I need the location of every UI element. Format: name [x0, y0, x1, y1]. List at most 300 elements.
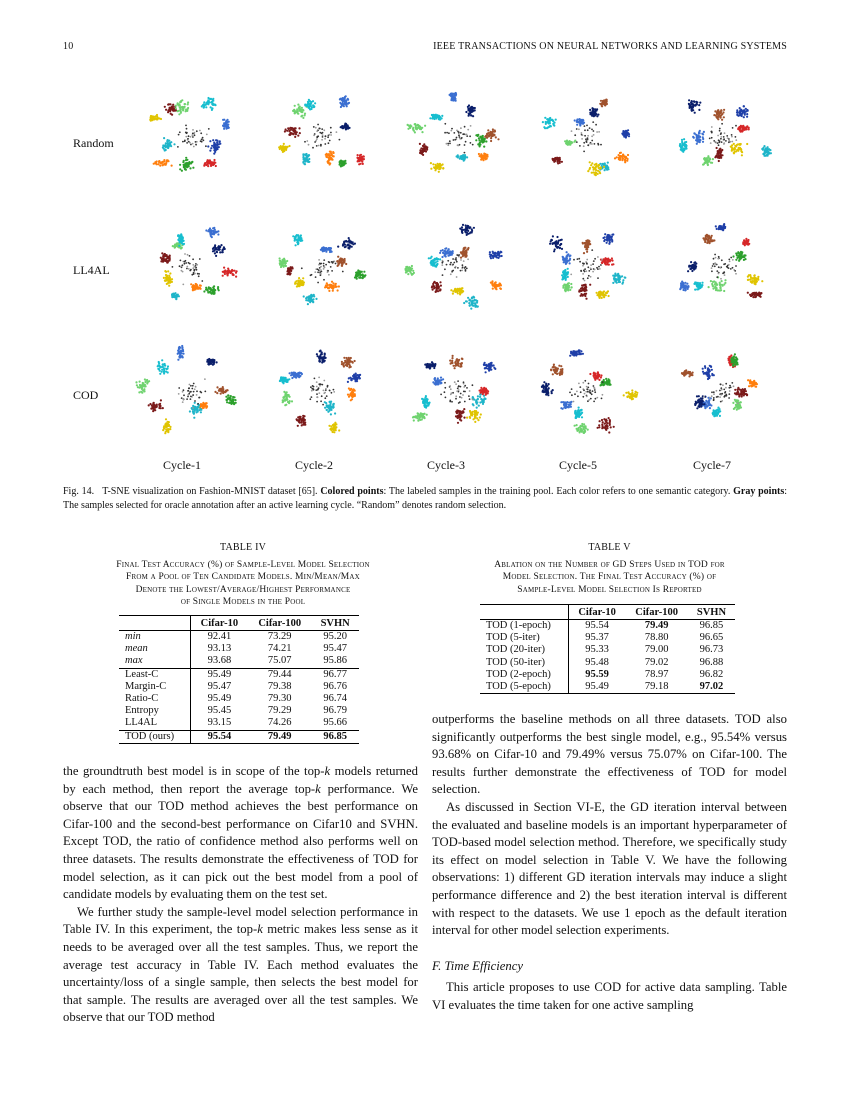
selected-point	[581, 132, 583, 134]
data-point	[599, 297, 601, 299]
data-point	[607, 290, 609, 292]
data-point	[184, 106, 186, 108]
data-point	[464, 247, 466, 249]
tsne-figure	[60, 82, 790, 482]
journal-title: IEEE TRANSACTIONS ON NEURAL NETWORKS AND LEARNING SYSTEMS	[433, 41, 787, 52]
data-point	[712, 281, 714, 283]
data-point	[170, 113, 172, 115]
selected-point	[587, 129, 589, 131]
data-point	[297, 135, 299, 137]
data-point	[409, 127, 411, 129]
data-point	[204, 162, 206, 164]
data-point	[470, 308, 472, 310]
data-point	[226, 399, 228, 401]
data-point	[189, 167, 191, 169]
data-point	[434, 281, 436, 283]
data-point	[222, 275, 224, 277]
data-point	[464, 154, 466, 156]
data-point	[360, 154, 362, 156]
selected-point	[719, 128, 721, 130]
data-point	[327, 411, 329, 413]
data-point	[699, 130, 701, 132]
selected-point	[190, 385, 192, 387]
selected-point	[460, 270, 462, 272]
data-point	[591, 115, 593, 117]
data-point	[614, 278, 616, 280]
data-point	[746, 113, 748, 115]
data-point	[549, 243, 551, 245]
data-point	[681, 139, 683, 141]
data-point	[492, 128, 494, 130]
data-point	[566, 289, 568, 291]
selected-point	[308, 144, 310, 146]
data-point	[282, 261, 284, 263]
selected-point	[186, 132, 188, 134]
data-point	[302, 155, 304, 157]
data-point	[718, 160, 720, 162]
data-point	[705, 238, 707, 240]
selected-point	[206, 134, 208, 136]
data-point	[704, 157, 706, 159]
data-point	[347, 99, 349, 101]
data-point	[235, 276, 237, 278]
data-point	[333, 429, 335, 431]
selected-point	[178, 387, 180, 389]
data-point	[218, 249, 220, 251]
data-point	[166, 283, 168, 285]
data-point	[494, 130, 496, 132]
selected-point	[584, 129, 586, 131]
data-point	[214, 246, 216, 248]
selected-point	[196, 130, 198, 132]
data-point	[212, 98, 214, 100]
data-point	[558, 240, 560, 242]
data-point	[223, 270, 225, 272]
selected-point	[594, 269, 596, 271]
data-point	[304, 163, 306, 165]
data-point	[162, 364, 164, 366]
data-point	[191, 286, 193, 288]
data-point	[553, 124, 555, 126]
data-point	[619, 159, 621, 161]
data-point	[279, 148, 281, 150]
selected-point	[456, 130, 458, 132]
selected-point	[184, 140, 186, 142]
data-point	[162, 407, 164, 409]
data-point	[307, 161, 309, 163]
selected-point	[714, 262, 716, 264]
selected-point	[728, 259, 730, 261]
data-point	[165, 278, 167, 280]
data-point	[708, 160, 710, 162]
data-point	[236, 270, 238, 272]
data-point	[152, 406, 154, 408]
data-point	[230, 395, 232, 397]
tsne-panel	[149, 97, 230, 172]
data-point	[203, 101, 205, 103]
selected-point	[331, 270, 333, 272]
data-point	[154, 405, 156, 407]
data-point	[338, 429, 340, 431]
data-point	[291, 377, 293, 379]
selected-point	[325, 135, 327, 137]
data-point	[149, 119, 151, 121]
data-point	[178, 113, 180, 115]
data-point	[168, 258, 170, 260]
data-point	[692, 107, 694, 109]
data-point	[496, 256, 498, 258]
data-point	[716, 147, 718, 149]
data-point	[281, 146, 283, 148]
selected-point	[598, 131, 600, 133]
tsne-panel	[279, 234, 367, 305]
data-point	[135, 381, 137, 383]
selected-point	[728, 140, 730, 142]
selected-point	[196, 394, 198, 396]
selected-point	[720, 136, 722, 138]
selected-point	[187, 396, 189, 398]
data-point	[602, 103, 604, 105]
data-point	[172, 109, 174, 111]
data-point	[432, 115, 434, 117]
data-point	[609, 234, 611, 236]
data-point	[767, 146, 769, 148]
data-point	[168, 421, 170, 423]
selected-point	[450, 273, 452, 275]
selected-point	[198, 273, 200, 275]
data-point	[475, 139, 477, 141]
selected-point	[580, 270, 582, 272]
selected-point	[459, 136, 461, 138]
data-point	[558, 159, 560, 161]
data-point	[460, 257, 462, 259]
data-point	[754, 274, 756, 276]
data-point	[466, 156, 468, 158]
data-point	[232, 399, 234, 401]
data-point	[599, 172, 601, 174]
selected-point	[319, 128, 321, 130]
data-point	[552, 235, 554, 237]
data-point	[589, 112, 591, 114]
selected-point	[324, 138, 326, 140]
data-point	[423, 143, 425, 145]
data-point	[291, 266, 293, 268]
data-point	[184, 103, 186, 105]
data-point	[546, 118, 548, 120]
data-point	[194, 288, 196, 290]
data-point	[474, 109, 476, 111]
selected-point	[713, 258, 715, 260]
selected-point	[447, 144, 449, 146]
selected-point	[448, 132, 450, 134]
data-point	[618, 279, 620, 281]
data-point	[681, 146, 683, 148]
data-point	[223, 128, 225, 130]
selected-point	[444, 123, 446, 125]
data-point	[361, 274, 363, 276]
selected-point	[182, 141, 184, 143]
data-point	[297, 425, 299, 427]
selected-point	[588, 270, 590, 272]
selected-point	[587, 135, 589, 137]
selected-point	[570, 274, 572, 276]
data-point	[192, 167, 194, 169]
data-point	[214, 145, 216, 147]
data-point	[483, 139, 485, 141]
selected-point	[200, 391, 202, 393]
selected-point	[576, 141, 578, 143]
selected-point	[182, 264, 184, 266]
data-point	[345, 95, 347, 97]
data-point	[754, 277, 756, 279]
data-point	[495, 287, 497, 289]
selected-point	[317, 271, 319, 273]
selected-point	[583, 270, 585, 272]
data-point	[179, 352, 181, 354]
selected-point	[583, 142, 585, 144]
data-point	[719, 111, 721, 113]
selected-point	[189, 391, 191, 393]
data-point	[424, 145, 426, 147]
data-point	[345, 263, 347, 265]
data-point	[746, 143, 748, 145]
data-point	[214, 149, 216, 151]
selected-point	[720, 133, 722, 135]
data-point	[299, 132, 301, 134]
data-point	[301, 115, 303, 117]
selected-point	[177, 146, 179, 148]
data-point	[351, 393, 353, 395]
data-point	[735, 145, 737, 147]
selected-point	[328, 274, 330, 276]
data-point	[750, 295, 752, 297]
data-point	[323, 248, 325, 250]
data-point	[574, 119, 576, 121]
data-point	[163, 145, 165, 147]
data-point	[208, 361, 210, 363]
data-point	[209, 98, 211, 100]
selected-point	[320, 144, 322, 146]
data-point	[596, 294, 598, 296]
data-point	[192, 405, 194, 407]
data-point	[453, 96, 455, 98]
data-point	[339, 161, 341, 163]
data-point	[695, 265, 697, 267]
data-point	[299, 107, 301, 109]
data-point	[348, 237, 350, 239]
data-point	[301, 239, 303, 241]
data-point	[452, 293, 454, 295]
selected-point	[204, 378, 206, 380]
data-point	[304, 159, 306, 161]
data-point	[292, 235, 294, 237]
data-point	[212, 162, 214, 164]
data-point	[465, 111, 467, 113]
selected-point	[336, 131, 338, 133]
data-point	[177, 110, 179, 112]
selected-point	[197, 403, 199, 405]
data-point	[294, 105, 296, 107]
data-point	[569, 262, 571, 264]
data-point	[209, 287, 211, 289]
data-point	[721, 113, 723, 115]
data-point	[209, 150, 211, 152]
data-point	[206, 102, 208, 104]
data-point	[194, 406, 196, 408]
data-point	[414, 123, 416, 125]
data-point	[348, 102, 350, 104]
data-point	[752, 296, 754, 298]
selected-point	[732, 127, 734, 129]
selected-point	[711, 137, 713, 139]
selected-point	[469, 135, 471, 137]
data-point	[285, 128, 287, 130]
data-point	[586, 251, 588, 253]
data-point	[193, 413, 195, 415]
data-point	[438, 164, 440, 166]
data-point	[228, 121, 230, 123]
data-point	[482, 137, 484, 139]
data-point	[196, 284, 198, 286]
data-point	[354, 395, 356, 397]
selected-point	[179, 265, 181, 267]
data-point	[213, 153, 215, 155]
data-point	[589, 109, 591, 111]
data-point	[463, 302, 465, 304]
selected-point	[193, 146, 195, 148]
data-point	[333, 406, 335, 408]
data-point	[327, 284, 329, 286]
data-point	[212, 227, 214, 229]
data-point	[360, 163, 362, 165]
data-point	[166, 140, 168, 142]
data-point	[428, 257, 430, 259]
data-point	[138, 391, 140, 393]
data-point	[186, 159, 188, 161]
data-point	[156, 404, 158, 406]
data-point	[341, 258, 343, 260]
data-point	[187, 101, 189, 103]
selected-point	[199, 130, 201, 132]
data-point	[190, 283, 192, 285]
data-point	[490, 257, 492, 259]
data-point	[197, 411, 199, 413]
data-point	[470, 111, 472, 113]
data-point	[486, 133, 488, 135]
data-point	[680, 286, 682, 288]
data-point	[304, 421, 306, 423]
tsne-panel	[404, 224, 502, 310]
data-point	[473, 227, 475, 229]
data-point	[359, 157, 361, 159]
data-point	[596, 108, 598, 110]
data-point	[457, 290, 459, 292]
data-point	[327, 157, 329, 159]
data-point	[552, 243, 554, 245]
selected-point	[310, 274, 312, 276]
data-point	[465, 231, 467, 233]
data-point	[559, 247, 561, 249]
data-point	[286, 398, 288, 400]
data-point	[472, 302, 474, 304]
selected-point	[320, 266, 322, 268]
data-point	[211, 293, 213, 295]
data-point	[207, 230, 209, 232]
data-point	[326, 404, 328, 406]
data-point	[167, 428, 169, 430]
data-point	[556, 236, 558, 238]
data-point	[159, 373, 161, 375]
data-point	[304, 419, 306, 421]
data-point	[446, 252, 448, 254]
selected-point	[194, 273, 196, 275]
data-point	[715, 289, 717, 291]
tsne-panel	[407, 92, 500, 173]
data-point	[207, 145, 209, 147]
data-point	[341, 104, 343, 106]
data-point	[305, 299, 307, 301]
selected-point	[452, 258, 454, 260]
data-point	[162, 260, 164, 262]
selected-point	[313, 126, 315, 128]
data-point	[755, 280, 757, 282]
selected-point	[721, 141, 723, 143]
data-point	[328, 153, 330, 155]
selected-point	[447, 143, 449, 145]
data-point	[609, 239, 611, 241]
data-point	[178, 356, 180, 358]
data-point	[690, 261, 692, 263]
selected-point	[330, 132, 332, 134]
data-point	[719, 282, 721, 284]
selected-point	[584, 135, 586, 137]
data-point	[225, 121, 227, 123]
selected-point	[190, 136, 192, 138]
data-point	[464, 250, 466, 252]
data-point	[179, 164, 181, 166]
selected-point	[467, 129, 469, 131]
selected-point	[339, 139, 341, 141]
data-point	[439, 281, 441, 283]
data-point	[495, 136, 497, 138]
selected-point	[447, 260, 449, 262]
data-point	[186, 110, 188, 112]
data-point	[693, 262, 695, 264]
selected-point	[571, 130, 573, 132]
selected-point	[466, 134, 468, 136]
data-point	[469, 299, 471, 301]
data-point	[471, 231, 473, 233]
data-point	[181, 345, 183, 347]
data-point	[287, 401, 289, 403]
data-point	[162, 429, 164, 431]
data-point	[179, 241, 181, 243]
data-point	[225, 396, 227, 398]
data-point	[588, 243, 590, 245]
data-point	[283, 259, 285, 261]
data-point	[335, 283, 337, 285]
selected-point	[710, 142, 712, 144]
data-point	[603, 166, 605, 168]
selected-point	[463, 260, 465, 262]
selected-point	[314, 271, 316, 273]
data-point	[553, 122, 555, 124]
selected-point	[190, 396, 192, 398]
selected-point	[316, 130, 318, 132]
data-point	[485, 140, 487, 142]
data-point	[468, 104, 470, 106]
data-point	[439, 252, 441, 254]
